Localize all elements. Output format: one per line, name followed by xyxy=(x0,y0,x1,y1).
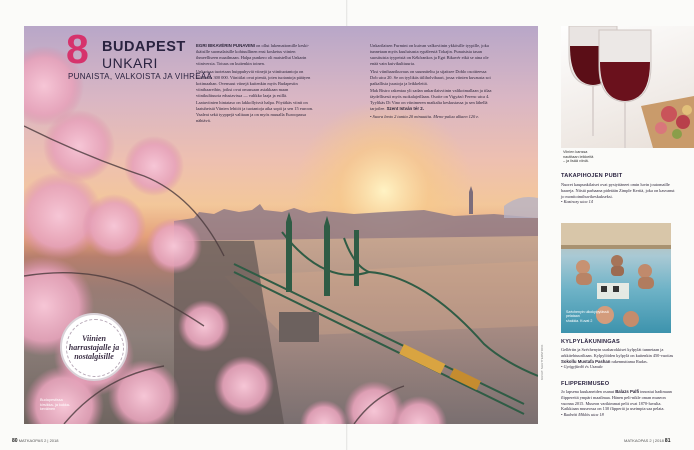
section-title-pubs: TAKAPIHOJEN PUBIT xyxy=(561,173,623,179)
intro-column-1 xyxy=(196,43,314,126)
badge-text: Viinien harrastajalle ja nostalgisille xyxy=(68,333,120,361)
article-title-country: UNKARI xyxy=(102,55,158,71)
wine-photo-caption: Viinien kanssa nautitaan leikkeitä – ja lisää viiniä. xyxy=(563,150,594,164)
address-line: • Kazinczy utca 14 xyxy=(561,199,593,205)
intro-column-2 xyxy=(370,43,492,121)
travel-info: • Suora lento 2 tuntia 20 minuuttia. Meno-paluu alkaen 120 e. xyxy=(370,113,480,119)
wine-illustration xyxy=(561,26,694,148)
article-title-city: BUDAPEST xyxy=(102,39,186,55)
photo-caption: Budapestissa kirsikka- ja kukka- keväinen xyxy=(40,398,71,412)
section-text-spa: Gellértin ja Széchenyin uusbarokkiset kylpylät tunnetaan ja arkkitehtuuriltaan. Kylpylöiden kylpylä on kuitenkin 450-vuotias Sokollu Mustafa Pashan rakennuttama Rudas. • Gyógyfürdő és Uszoda xyxy=(561,347,674,370)
photo-credit: KUVAT: SHUTTERSTOCK xyxy=(540,344,544,380)
bullet-icon: • xyxy=(370,113,373,119)
address-line: • Gyógyfürdő és Uszoda xyxy=(561,364,603,370)
intro-paragraph: Unkarilaisen Furmint on kuivan valkoviinin ykkösille tyypille, joka tunnetaan myös kuuluisasta rypäleestä Tokajin. Punaisista tasan suosituista tyypeistä on Kékfrankos ja Egri Bikavér eikä se aina ole enää vain kuivikulttuuria. xyxy=(370,43,489,66)
intro-paragraph: EGRI BIKAVÉRIN PUNAVIINI on ollut lukemattomille keski-ikäisille suomalaisille kohtuullinen ensi kosketus viinien ihmeelliseen maailmaan. Halpa punkero oli maistellut Unkarin viiniversia. Totuus on kuitenkin toinen. xyxy=(196,43,310,66)
article-number: 8 xyxy=(66,26,89,72)
address-line: • Radnóti Miklós utca 18 xyxy=(561,412,604,418)
folio-left: 80 MATKAOPAS 2 | 2018 xyxy=(12,438,59,444)
article-subtitle: PUNAISTA, VALKOISTA JA VIHREÄÄ xyxy=(68,72,213,81)
spa-photo-caption: Széchenyin ulkokylpylässä pelataan shakkia. Kuvat 2 xyxy=(566,310,609,323)
intro-paragraph: Yksi viinibaarikuvaus on suunniteltu ja sijaitsee Doblo osoitteessa Dob utca 20. Se on tyylikäs tiiliholvibaari, jossa viinien kuvausta soi paikallisia juustoja ja leikkeleitä. xyxy=(370,68,491,86)
wine-photo xyxy=(561,26,694,148)
section-text-pinball: Jo lapsena kuukaneiden osanut Balazs Palfi innostui hadimaan flippereitä ympäri maailmaa. Hänen peli-nikle oman museon vuonna 2015. Museon varikimmat pelit ovat 1870-luvulta. Kaikkiaan museossa on 130 flipperiä ja useimpia saa pelata. • Radnóti Miklós utca 18 xyxy=(561,389,672,418)
quote-badge xyxy=(60,313,128,381)
folio-right: MATKAOPAS 2 | 2018 81 xyxy=(624,438,671,444)
section-text-pubs: Nuoret kaupunkilaiset ovat pystyttäneet omin luvin joutomaille baareja. Niistä parhaana pidetään Zimple Kertiä, joka on kasvanut jo monitoimihuvikeskukseksi. • Kazinczy utca 14 xyxy=(561,182,675,205)
intro-paragraph: Mak Bistro rakentaa yli sadan unkarilaisviinin valikoimallaan ja tilaa täydellisesti myös ruokalajeillaan. Osoite on Vigyázó Ferenc utca 4. Tyylikäs Di Vino on viinimeren matkalta keskustassa ja sen lähellä tarjoilee. Szent István tér 2. xyxy=(370,88,492,111)
section-title-pinball: FLIPPERIMUSEO xyxy=(561,381,610,387)
intro-paragraph: Laatuviinien hintataso on lakkollyisvä halpa. Pöytäkäs viinit on laatuheistä Viinien lehtiöt ja tuotantoja aika sopii ja sen 15 euroon. Vaaleat sekä tyyppejä valitaan ja on myös muualla Euroopassa nähtävä. xyxy=(196,100,314,123)
section-title-spa: KYLPYLÄKUNINGAS xyxy=(561,339,620,345)
intro-paragraph: Unkarissa tuotetaan huippuhyviä viinejä ja viinituotantoja on kolmessa 300 000. Viinitilat ovat pieniä, joten tuotantoja päätyen kotimaahan. Ovensuut viinejä kuitenkin myös Budapestin viinibaareihin, joiksi ovat omassaan asiakkaan maan viinikulttuuria edustavissa — valikko laaja ja esillä. xyxy=(196,68,311,98)
